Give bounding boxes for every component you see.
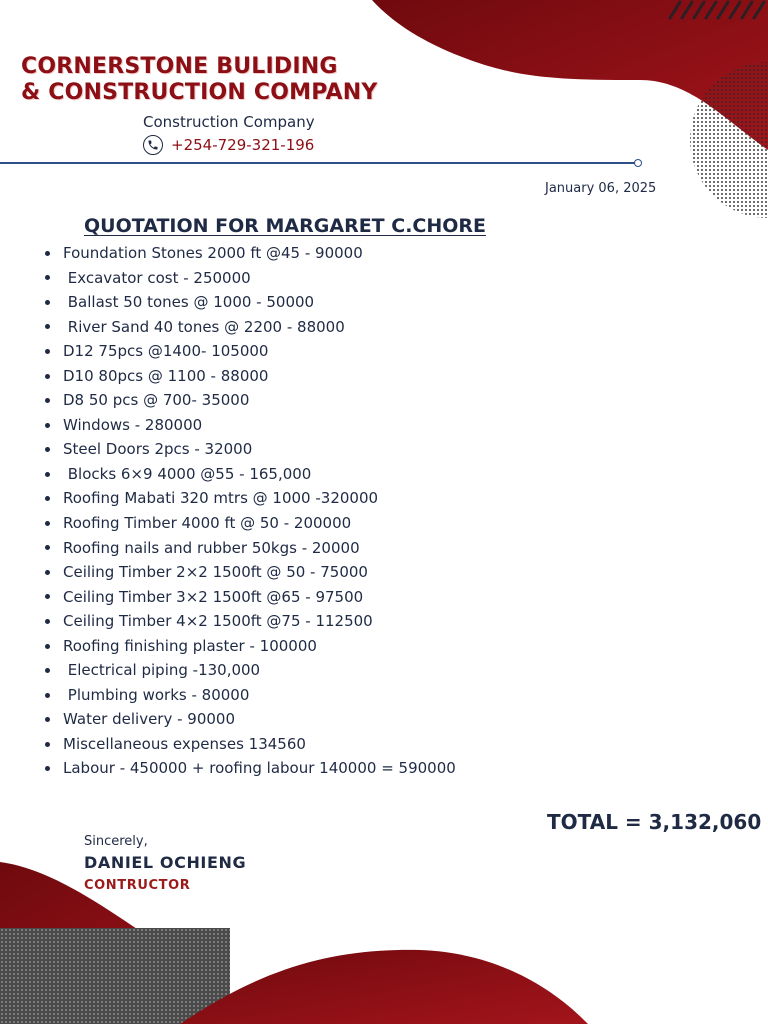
list-item (45, 437, 456, 462)
document-date: January 06, 2025 (545, 181, 657, 196)
quotation-items (45, 241, 456, 781)
list-item (45, 732, 456, 757)
company-name-line1: CORNERSTONE BULIDING (21, 54, 338, 79)
list-item-text: Excavator cost - 250000 (63, 268, 251, 287)
bullet-icon (45, 275, 50, 280)
company-name-line2: & CONSTRUCTION COMPANY (21, 80, 378, 105)
list-item-text: Steel Doors 2pcs - 32000 (63, 440, 253, 459)
quotation-title: QUOTATION FOR MARGARET C.CHORE (84, 215, 487, 237)
list-item-text: River Sand 40 tones @ 2200 - 88000 (63, 317, 345, 336)
bullet-icon (45, 644, 50, 649)
list-item-text: Electrical piping -130,000 (63, 661, 261, 680)
list-item-text: Roofing Timber 4000 ft @ 50 - 200000 (63, 514, 352, 533)
divider-endpoint-dot (634, 159, 642, 167)
list-item-text: Labour - 450000 + roofing labour 140000 = 590000 (63, 759, 456, 778)
bullet-icon (45, 693, 50, 698)
bullet-icon (45, 447, 50, 452)
list-item-text: D8 50 pcs @ 700- 35000 (63, 391, 250, 410)
list-item-text: Ballast 50 tones @ 1000 - 50000 (63, 293, 315, 312)
list-item-text: Ceiling Timber 2×2 1500ft @ 50 - 75000 (63, 563, 368, 582)
list-item (45, 634, 456, 659)
bullet-icon (45, 742, 50, 747)
list-item-text: Roofing Mabati 320 mtrs @ 1000 -320000 (63, 489, 379, 508)
quotation-total: TOTAL = 3,132,060 (547, 810, 762, 834)
list-item (45, 486, 456, 511)
list-item (45, 658, 456, 683)
bullet-icon (45, 324, 50, 329)
list-item (45, 364, 456, 389)
list-item-text: Blocks 6×9 4000 @55 - 165,000 (63, 464, 312, 483)
bullet-icon (45, 423, 50, 428)
list-item (45, 241, 456, 266)
bullet-icon (45, 570, 50, 575)
list-item (45, 609, 456, 634)
bullet-icon (45, 619, 50, 624)
list-item-text: Water delivery - 90000 (63, 710, 236, 729)
bullet-icon (45, 398, 50, 403)
list-item (45, 585, 456, 610)
company-name (21, 54, 378, 106)
bullet-icon (45, 496, 50, 501)
bullet-icon (45, 374, 50, 379)
list-item (45, 413, 456, 438)
list-item-text: Miscellaneous expenses 134560 (63, 734, 306, 753)
list-item-text: Foundation Stones 2000 ft @45 - 90000 (63, 244, 363, 262)
list-item (45, 339, 456, 364)
list-item (45, 511, 456, 536)
bullet-icon (45, 521, 50, 526)
bullet-icon (45, 668, 50, 673)
list-item-text: D12 75pcs @1400- 105000 (63, 342, 269, 361)
list-item (45, 462, 456, 487)
bullet-icon (45, 717, 50, 722)
signer-name: DANIEL OCHIENG (84, 853, 247, 872)
phone-number: +254-729-321-196 (171, 136, 315, 154)
header-divider (0, 162, 636, 164)
list-item (45, 536, 456, 561)
closing-salutation: Sincerely, (84, 834, 148, 849)
signer-role: CONTRUCTOR (84, 878, 191, 893)
phone-icon (143, 135, 163, 155)
list-item (45, 315, 456, 340)
list-item (45, 266, 456, 291)
list-item-text: Windows - 280000 (63, 415, 203, 434)
list-item (45, 683, 456, 708)
list-item-text: Roofing finishing plaster - 100000 (63, 636, 317, 655)
bullet-icon (45, 300, 50, 305)
list-item (45, 756, 456, 781)
list-item (45, 560, 456, 585)
company-subtitle: Construction Company (143, 113, 315, 131)
list-item-text: Plumbing works - 80000 (63, 685, 250, 704)
bullet-icon (45, 766, 50, 771)
bullet-icon (45, 594, 50, 599)
list-item (45, 707, 456, 732)
list-item (45, 388, 456, 413)
bullet-icon (45, 349, 50, 354)
list-item (45, 290, 456, 315)
bullet-icon (45, 545, 50, 550)
list-item-text: Ceiling Timber 4×2 1500ft @75 - 112500 (63, 612, 373, 631)
bullet-icon (45, 251, 50, 256)
list-item-text: Roofing nails and rubber 50kgs - 20000 (63, 538, 360, 557)
list-item-text: Ceiling Timber 3×2 1500ft @65 - 97500 (63, 587, 364, 606)
list-item-text: D10 80pcs @ 1100 - 88000 (63, 366, 269, 385)
phone-row (143, 134, 314, 156)
bullet-icon (45, 472, 50, 477)
